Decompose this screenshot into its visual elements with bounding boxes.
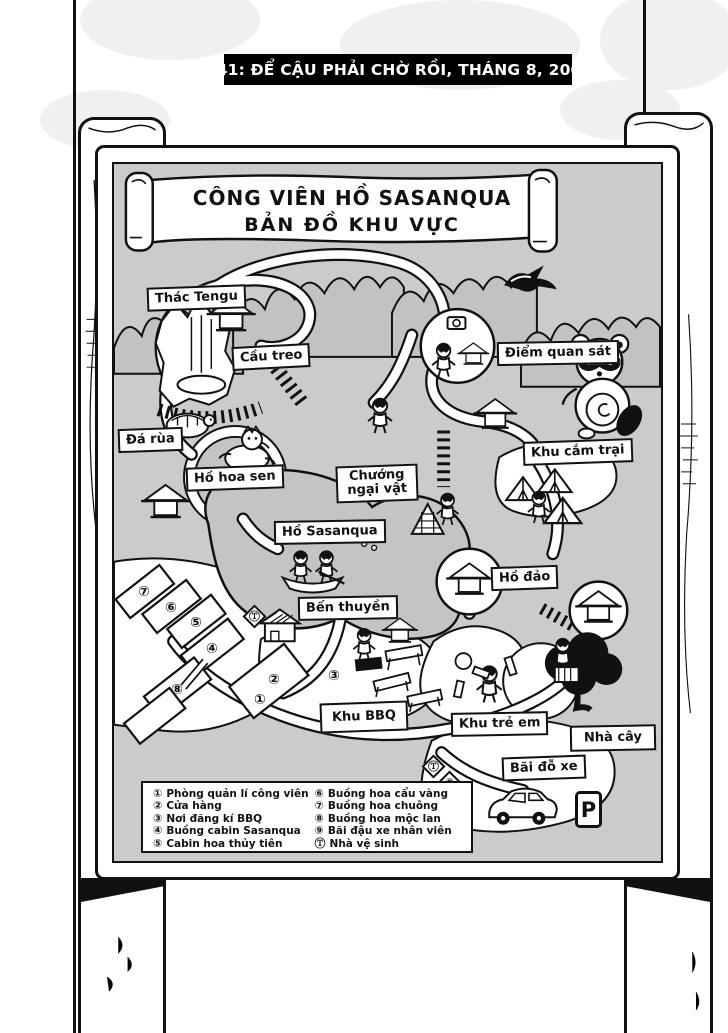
marker-3: ③ xyxy=(328,668,340,684)
map-legend xyxy=(141,781,473,853)
toilet-marker: Ⓣ xyxy=(421,754,445,778)
map-title-line1: CÔNG VIÊN HỒ SASANQUA xyxy=(192,186,512,210)
park-map xyxy=(112,162,663,863)
legend-item: ④ Buồng cabin Sasanqua xyxy=(153,824,301,838)
label-cau-treo: Cầu treo xyxy=(231,343,311,371)
label-nha-cay: Nhà cây xyxy=(570,724,656,752)
label-ho-dao: Hồ đảo xyxy=(491,565,559,592)
legend-item: ⑦ Buồng hoa chuông xyxy=(314,799,439,813)
legend-item: ② Cửa hàng xyxy=(153,799,222,813)
label-da-rua: Đá rùa xyxy=(118,427,183,454)
cloud-texture xyxy=(80,0,260,60)
marker-7: ⑦ xyxy=(138,584,150,600)
legend-item: ⑧ Buồng hoa mộc lan xyxy=(314,811,441,825)
marker-2: ② xyxy=(268,672,280,688)
label-ho-hoa-sen: Hồ hoa sen xyxy=(186,464,284,492)
chapter-title: #41: ĐỂ CẬU PHẢI CHỜ RỒI, THÁNG 8, 2005 xyxy=(203,60,593,79)
toilet-marker: Ⓣ xyxy=(242,604,266,628)
panel-border-right xyxy=(643,0,646,120)
label-khu-bbq: Khu BBQ xyxy=(319,700,408,733)
label-diem-quan-sat: Điểm quan sát xyxy=(497,340,619,366)
parking-sign-icon: P xyxy=(575,791,602,828)
marker-4: ④ xyxy=(206,641,218,657)
legend-item: ① Phòng quản lí công viên xyxy=(153,787,309,800)
marker-5: ⑤ xyxy=(190,615,202,631)
label-ho-sasanqua: Hồ Sasanqua xyxy=(274,519,386,545)
legend-item: ⑨ Bãi đậu xe nhân viên xyxy=(314,824,452,838)
label-khu-cam-trai: Khu cắm trại xyxy=(523,438,633,466)
legend-column-2 xyxy=(314,787,465,850)
marker-6: ⑥ xyxy=(165,600,177,616)
legend-column-1 xyxy=(153,787,309,850)
legend-item: ⑥ Buồng hoa cẩu vàng xyxy=(314,787,449,800)
label-ben-thuyen: Bến thuyền xyxy=(298,595,398,621)
observation-vignette-icon xyxy=(421,309,494,383)
label-chuong-ngai-vat: Chướng ngại vật xyxy=(335,464,418,503)
map-title xyxy=(162,174,542,248)
chapter-title-bar xyxy=(203,54,593,85)
map-title-line2: BẢN ĐỒ KHU VỰC xyxy=(244,214,460,236)
cloud-texture xyxy=(600,0,728,90)
label-khu-tre-em: Khu trẻ em xyxy=(451,711,549,737)
label-thac-tengu: Thác Tengu xyxy=(147,284,247,312)
label-bai-do-xe: Bãi đỗ xe xyxy=(502,755,586,782)
panel-border-left xyxy=(73,0,76,1033)
marker-8: ⑧ xyxy=(171,682,183,698)
legend-item: Ⓣ Nhà vệ sinh xyxy=(314,836,399,850)
marker-1: ① xyxy=(254,692,266,708)
legend-item: ⑤ Cabin hoa thủy tiên xyxy=(153,836,283,850)
legend-item: ③ Nơi đăng kí BBQ xyxy=(153,811,263,825)
pavilion-icon xyxy=(141,485,190,517)
